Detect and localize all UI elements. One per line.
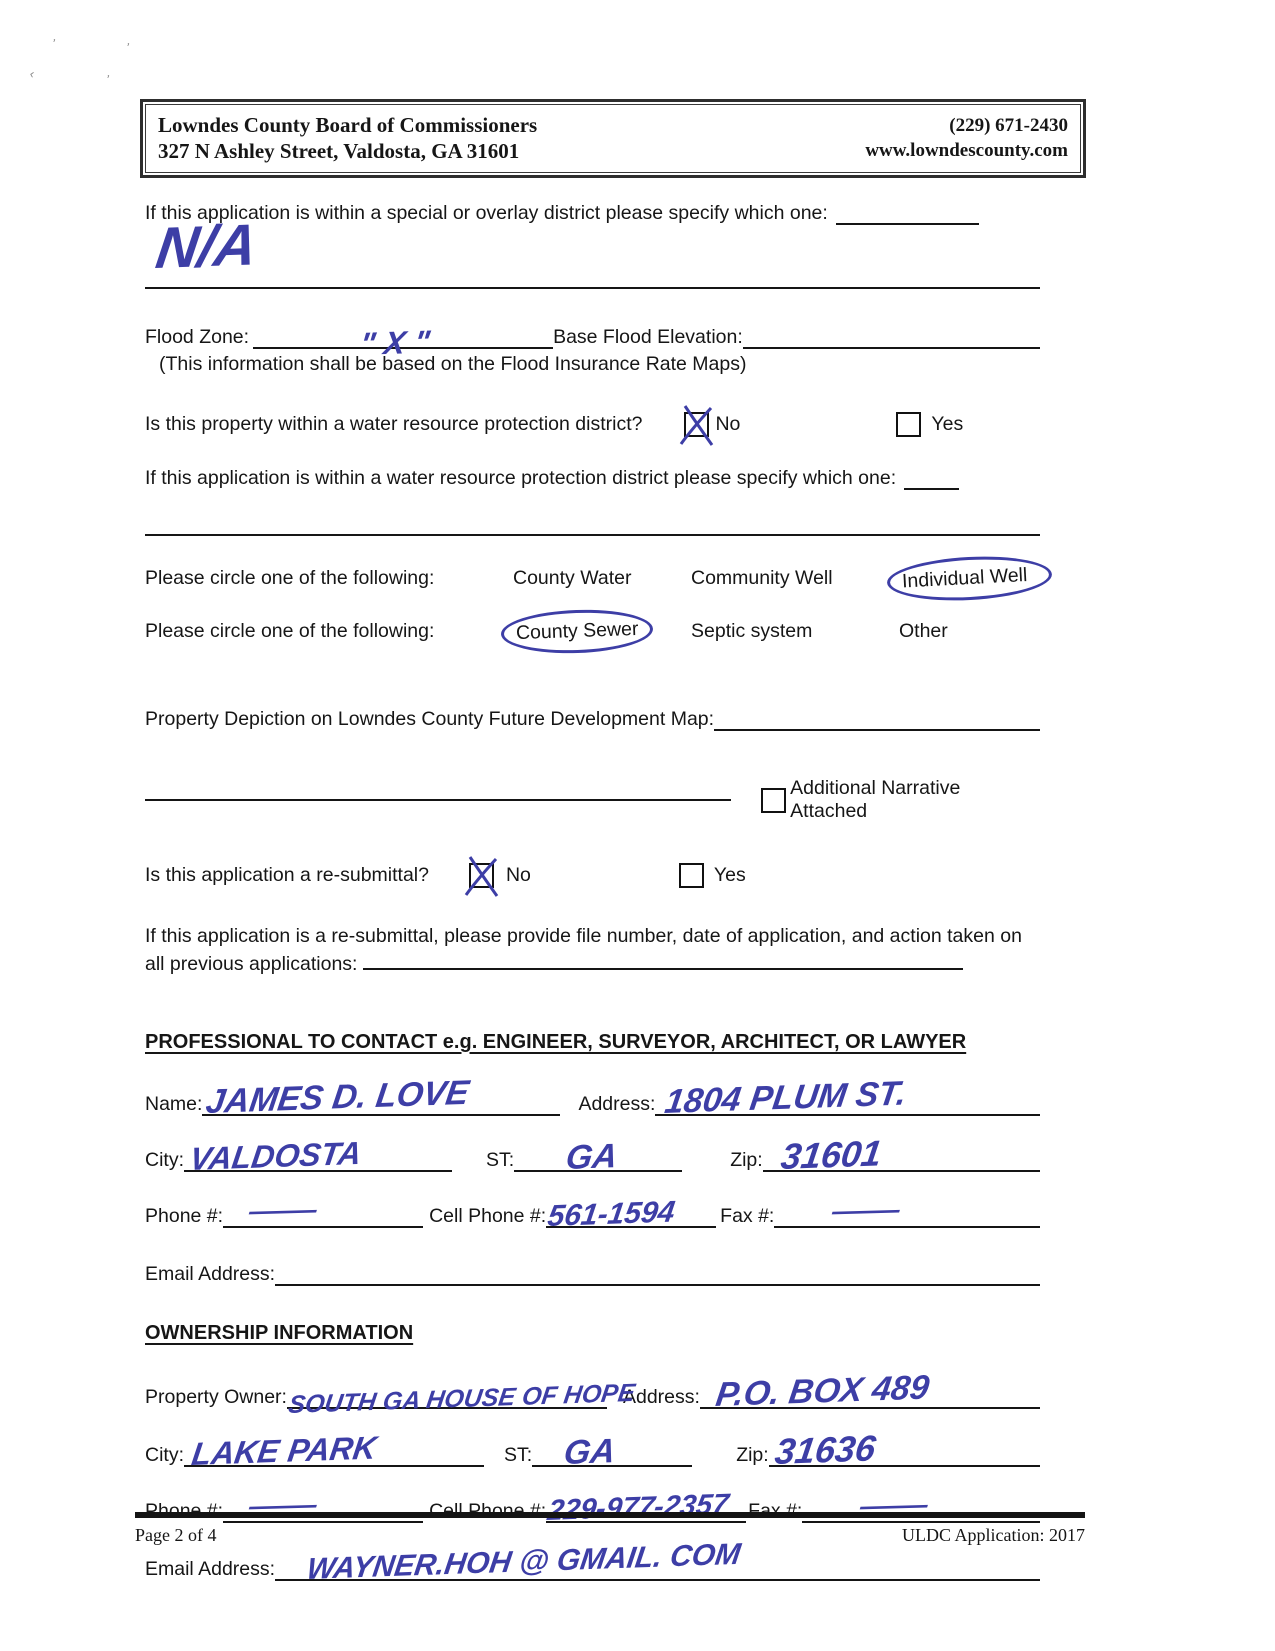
professional-cell-label: Cell Phone #:	[429, 1204, 547, 1227]
ownership-email-field	[275, 1537, 1040, 1586]
overlay-district-answer-handwriting: N/A	[152, 212, 262, 282]
professional-city-row	[145, 1132, 1040, 1178]
overlay-district-question-row	[145, 202, 1040, 225]
sewer-row	[145, 617, 1040, 646]
ownership-email-row	[145, 1537, 1040, 1586]
water-source-option-county-water: County Water	[513, 567, 632, 589]
ownership-city-row	[145, 1427, 1040, 1473]
resubmittal-no-checkbox	[469, 863, 494, 888]
water-district-no-label: No	[715, 413, 741, 435]
professional-address-label: Address:	[578, 1092, 656, 1115]
ownership-address-field	[700, 1368, 1040, 1414]
section-divider-line	[145, 534, 1040, 536]
scan-speck: ’	[104, 71, 111, 88]
professional-name-label: Name:	[145, 1092, 203, 1115]
ownership-address-handwriting: P.O. BOX 489	[713, 1368, 932, 1414]
professional-phone-field	[223, 1194, 423, 1228]
professional-city-handwriting: VALDOSTA	[187, 1134, 364, 1177]
org-name: Lowndes County Board of Commissioners	[158, 113, 538, 137]
ownership-email-label: Email Address:	[145, 1557, 276, 1580]
flood-zone-field	[253, 315, 553, 363]
org-website: www.lowndescounty.com	[865, 140, 1068, 162]
professional-address-handwriting: 1804 PLUM ST.	[662, 1074, 910, 1121]
letterhead-right	[865, 113, 1068, 164]
sewer-prompt: Please circle one of the following:	[145, 620, 435, 642]
professional-cell-handwriting: 561-1594	[545, 1194, 678, 1233]
professional-st-field	[514, 1136, 682, 1177]
water-district-no-checkbox	[684, 412, 709, 437]
base-flood-elevation-label: Base Flood Elevation:	[553, 326, 743, 348]
professional-name-field	[202, 1073, 560, 1121]
professional-cell-field	[545, 1194, 716, 1233]
ownership-owner-row	[145, 1368, 1040, 1420]
water-district-followup-blank	[904, 488, 959, 490]
professional-name-handwriting: JAMES D. LOVE	[203, 1073, 472, 1121]
resubmittal-followup-text: If this application is a re-submittal, please provide file number, date of application, and action taken on all previous applications:	[145, 925, 1022, 976]
future-development-blank	[714, 729, 1040, 731]
scan-speck: ’	[50, 35, 57, 52]
professional-phone-label: Phone #:	[145, 1204, 224, 1227]
ownership-fax-scribble: —	[857, 1489, 931, 1522]
sewer-option-septic-system: Septic system	[691, 620, 813, 642]
ownership-phone-label: Phone #:	[145, 1499, 224, 1522]
ownership-cell-label: Cell Phone #:	[429, 1499, 547, 1522]
professional-address-field	[655, 1074, 1040, 1121]
ownership-st-field	[532, 1431, 692, 1472]
flood-zone-row	[145, 315, 1040, 363]
ownership-zip-field	[769, 1427, 1040, 1473]
water-district-row	[145, 412, 1040, 437]
future-development-row	[145, 708, 1040, 731]
resubmittal-row	[145, 863, 1040, 888]
sewer-option-county-sewer-circled: County Sewer	[500, 607, 654, 655]
professional-zip-field	[763, 1132, 1040, 1178]
additional-narrative-label: Additional Narrative Attached	[790, 777, 961, 822]
narrative-row	[145, 777, 1040, 823]
letterhead-left	[158, 112, 537, 165]
flood-zone-label: Flood Zone:	[145, 326, 250, 348]
org-address: 327 N Ashley Street, Valdosta, GA 31601	[158, 139, 520, 164]
ownership-heading: OWNERSHIP INFORMATION	[145, 1321, 414, 1344]
professional-zip-handwriting: 31601	[778, 1132, 885, 1178]
blue-x-mark-icon	[677, 402, 717, 448]
ownership-cell-handwriting: 229-977-2357	[545, 1488, 731, 1528]
ownership-city-handwriting: LAKE PARK	[189, 1429, 379, 1472]
water-district-question: Is this property within a water resource protection district?	[145, 413, 643, 435]
ownership-phone-scribble: —	[246, 1489, 319, 1522]
professional-email-label: Email Address:	[145, 1262, 276, 1285]
resubmittal-yes-label: Yes	[713, 864, 746, 886]
water-source-option-individual-well-circled: Individual Well	[886, 553, 1053, 605]
ownership-fax-label: Fax #:	[748, 1499, 803, 1522]
water-district-yes-label: Yes	[931, 413, 964, 435]
future-development-label: Property Depiction on Lowndes County Future Development Map:	[145, 708, 715, 730]
water-district-followup-row	[145, 467, 1040, 490]
base-flood-elevation-field	[743, 315, 1040, 349]
ownership-email-handwriting: WAYNER.HOH @ GMAIL. COM	[304, 1537, 743, 1586]
ownership-zip-handwriting: 31636	[772, 1427, 879, 1473]
page-footer	[135, 1512, 1085, 1546]
professional-city-label: City:	[145, 1148, 184, 1171]
flood-note: (This information shall be based on the Flood Insurance Rate Maps)	[159, 353, 747, 375]
professional-city-field	[184, 1134, 452, 1177]
footer-version: ULDC Application: 2017	[902, 1525, 1085, 1545]
resubmittal-no-label: No	[505, 864, 531, 886]
professional-st-handwriting: GA	[563, 1136, 621, 1177]
additional-narrative-checkbox	[761, 788, 786, 813]
professional-name-row	[145, 1073, 1040, 1121]
professional-zip-label: Zip:	[730, 1148, 763, 1171]
water-source-row	[145, 564, 1040, 593]
footer-page-number: Page 2 of 4	[135, 1525, 217, 1545]
flood-zone-handwriting: " X "	[357, 323, 433, 363]
professional-email-row	[145, 1252, 1040, 1286]
resubmittal-question: Is this application a re-submittal?	[145, 864, 429, 886]
water-district-followup-question: If this application is within a water resource protection district please specify which one:	[145, 467, 897, 489]
ownership-zip-label: Zip:	[736, 1443, 769, 1466]
professional-phone-row	[145, 1194, 1040, 1233]
resubmittal-followup	[145, 922, 1040, 979]
water-source-option-community-well: Community Well	[691, 567, 833, 589]
ownership-st-label: ST:	[504, 1443, 533, 1466]
ownership-owner-field	[286, 1375, 637, 1420]
water-district-yes-checkbox	[896, 412, 921, 437]
ownership-city-field	[184, 1429, 484, 1472]
resubmittal-followup-blank	[363, 968, 963, 970]
blue-x-mark-icon	[462, 853, 502, 899]
sewer-option-other: Other	[899, 620, 948, 642]
ownership-owner-label: Property Owner:	[145, 1385, 287, 1408]
professional-fax-label: Fax #:	[720, 1204, 775, 1227]
narrative-blank	[145, 799, 731, 801]
overlay-district-question: If this application is within a special or overlay district please specify which one:	[145, 202, 828, 224]
ownership-owner-handwriting: SOUTH GA HOUSE OF HOPE	[286, 1378, 637, 1420]
professional-heading: PROFESSIONAL TO CONTACT e.g. ENGINEER, SURVEYOR, ARCHITECT, OR LAWYER	[145, 1030, 967, 1053]
letterhead-box	[145, 104, 1081, 173]
professional-fax-scribble: —	[829, 1194, 903, 1227]
scan-speck: ‹	[28, 65, 37, 82]
professional-phone-scribble: —	[246, 1194, 319, 1227]
water-source-prompt: Please circle one of the following:	[145, 567, 435, 589]
professional-email-field	[275, 1252, 1040, 1286]
org-phone: (229) 671-2430	[949, 114, 1068, 136]
professional-fax-field	[774, 1194, 1040, 1228]
ownership-address-label: Address:	[622, 1385, 700, 1408]
resubmittal-yes-checkbox	[679, 863, 704, 888]
scan-speck: ’	[124, 39, 131, 56]
form-body	[145, 186, 1040, 1586]
ownership-st-handwriting: GA	[561, 1431, 619, 1472]
ownership-city-label: City:	[145, 1443, 184, 1466]
professional-st-label: ST:	[486, 1148, 515, 1171]
